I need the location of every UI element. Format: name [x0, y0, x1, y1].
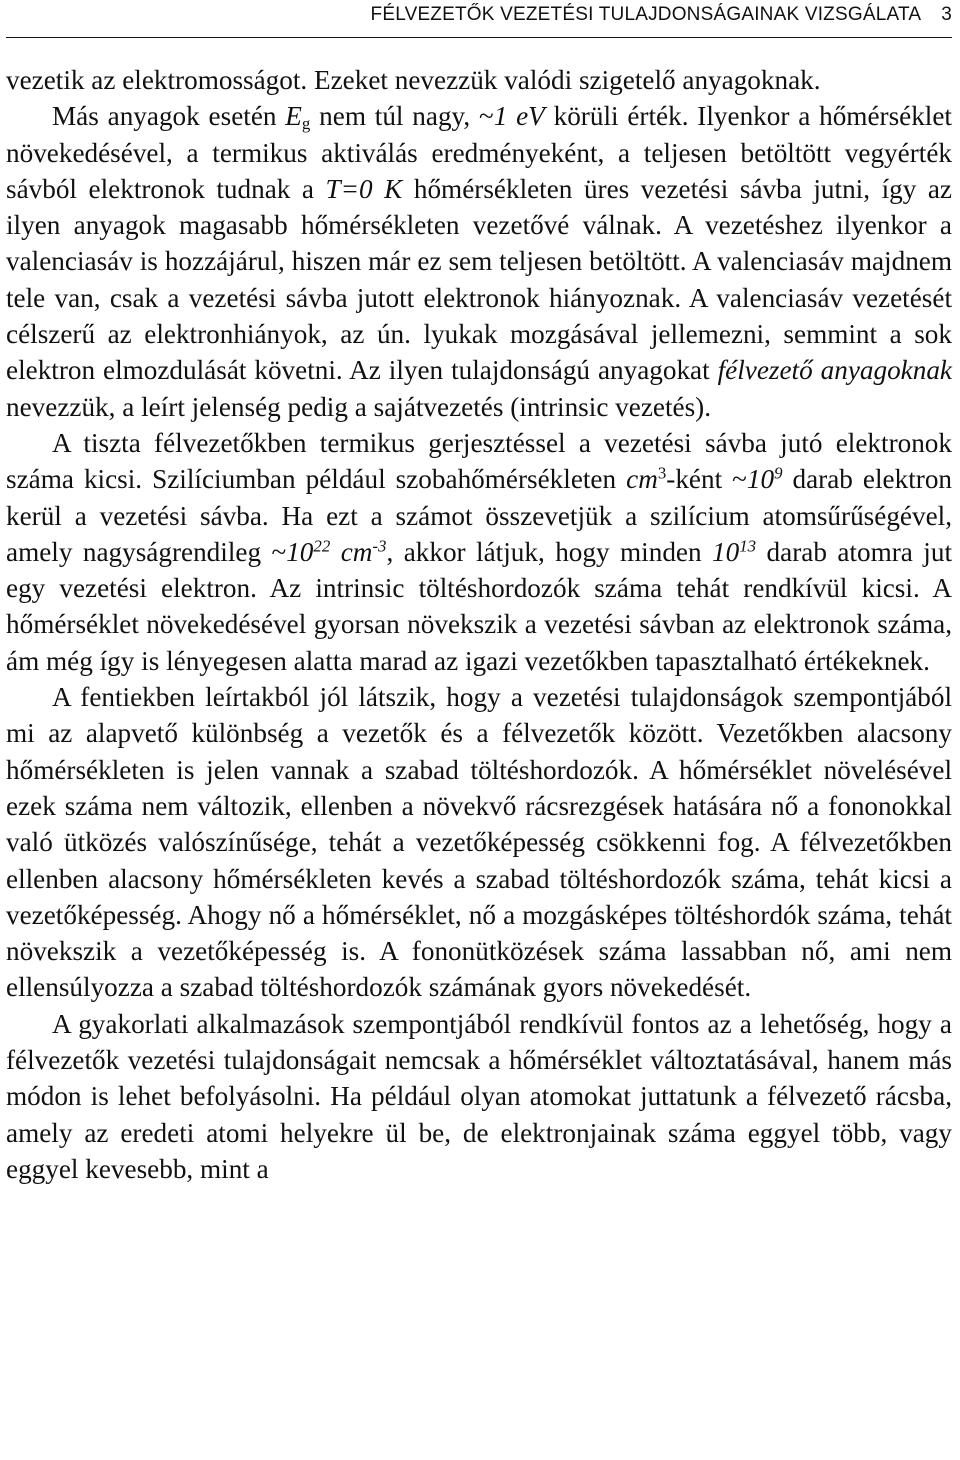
paragraph [6, 679, 952, 1006]
text-run: -3 [372, 536, 387, 556]
text-run: nevezzük, a leírt jelenség pedig a sajátvezetés (intrinsic vezetés). [6, 391, 712, 422]
body-text [6, 62, 952, 1187]
text-run: 13 [739, 536, 757, 556]
text-run: 10 [712, 536, 740, 567]
text-run: félvezető anyagoknak [717, 355, 952, 386]
text-run: , akkor látjuk, hogy minden [386, 536, 713, 567]
text-run: 22 [313, 536, 331, 556]
text-run: 3 [657, 464, 667, 483]
text-run: nem túl nagy, ~ [310, 101, 494, 132]
text-run: darab atomra jut egy vezetési elektron. Az intrinsic töltéshordozók száma tehát rendkívül kicsi. A hőmérséklet növekedésével gyorsan növekszik a vezetési sávban az elektronok száma, ám még így is lényegesen alatta marad az igazi vezetőkben tapasztalható értékeknek. [6, 536, 952, 676]
paragraph [6, 98, 952, 425]
text-run: 9 [774, 464, 783, 483]
text-run: 1 eV [493, 101, 545, 132]
header-rule [6, 37, 952, 38]
text-run: vezetik az elektromosságot. Ezeket nevezzük valódi szigetelő anyagoknak. [6, 65, 821, 95]
header-title: FÉLVEZETŐK VEZETÉSI TULAJDONSÁGAINAK VIZSGÁLATA [370, 4, 922, 25]
text-run: g [301, 114, 311, 134]
text-run: E [285, 101, 302, 132]
text-run: Más anyagok esetén [52, 101, 286, 132]
text-run: hőmérsékleten üres vezetési sávba jutni, így az ilyen anyagok magasabb hőmérsékleten vezetővé válnak. A vezetéshez ilyenkor a valenciasáv is hozzájárul, hiszen már ez sem teljesen betöltött. A valenciasáv majdnem tele van, csak a vezetési sávba jutott elektronok hiányoznak. A valenciasáv vezetését célszerű az elektronhiányok, az ún. lyukak mozgásával jellemezni, semmint a sok elektron elmozdulását követni. Az ilyen tulajdonságú anyagokat [6, 173, 953, 386]
page-number: 3 [941, 4, 952, 25]
text-run: 10 [286, 536, 314, 567]
text-run: T=0 K [325, 173, 403, 204]
text-run: darab elektron kerül a vezetési sávba. Ha ezt a számot összevetjük a szilícium atomsűrűségével, amely nagyságrendileg ~ [6, 464, 953, 567]
paragraph [6, 425, 952, 679]
text-run: -ként ~ [666, 464, 747, 495]
paragraph [6, 62, 952, 98]
text-run: cm [626, 464, 658, 495]
running-header [6, 4, 952, 26]
paragraph [6, 1006, 952, 1187]
text-run [330, 537, 340, 567]
text-run: A tiszta félvezetőkben termikus gerjesztéssel a vezetési sávba jutó elektronok száma kicsi. Szilíciumban például szobahőmérsékleten [6, 427, 952, 495]
text-run: cm [340, 536, 373, 567]
text-run: körüli érték. Ilyenkor a hőmérséklet növekedésével, a termikus aktiválás eredményeként, a teljesen betöltött vegyérték sávból elektronok tudnak a [6, 101, 952, 204]
text-run: 10 [746, 464, 775, 495]
text-run: A gyakorlati alkalmazások szempontjából rendkívül fontos az a lehetőség, hogy a félvezetők vezetési tulajdonságait nemcsak a hőmérséklet változtatásával, hanem más módon is lehet befolyásolni. Ha például olyan atomokat juttatunk a félvezető rácsba, amely az eredeti atomi helyekre ül be, de elektronjainak száma eggyel több, vagy eggyel kevesebb, mint a [6, 1008, 952, 1184]
text-run: A fentiekben leírtakból jól látszik, hogy a vezetési tulajdonságok szempontjából mi az alapvető különbség a vezetők és a félvezetők között. Vezetőkben alacsony hőmérsékleten is jelen vannak a szabad töltéshordozók. A hőmérséklet növelésével ezek száma nem változik, ellenben a növekvő rácsrezgések hatására nő a fononokkal való ütközés valószínűsége, tehát a vezetőképesség csökkenni fog. A félvezetőkben ellenben alacsony hőmérsékleten kevés a szabad töltéshordozók száma, tehát kicsi a vezetőképesség. Ahogy nő a hőmérséklet, nő a mozgásképes töltéshordók száma, tehát növekszik a vezetőképesség is. A fononütközések száma lassabban nő, ami nem ellensúlyozza a szabad töltéshordozók számának gyors növekedését. [6, 682, 952, 1003]
